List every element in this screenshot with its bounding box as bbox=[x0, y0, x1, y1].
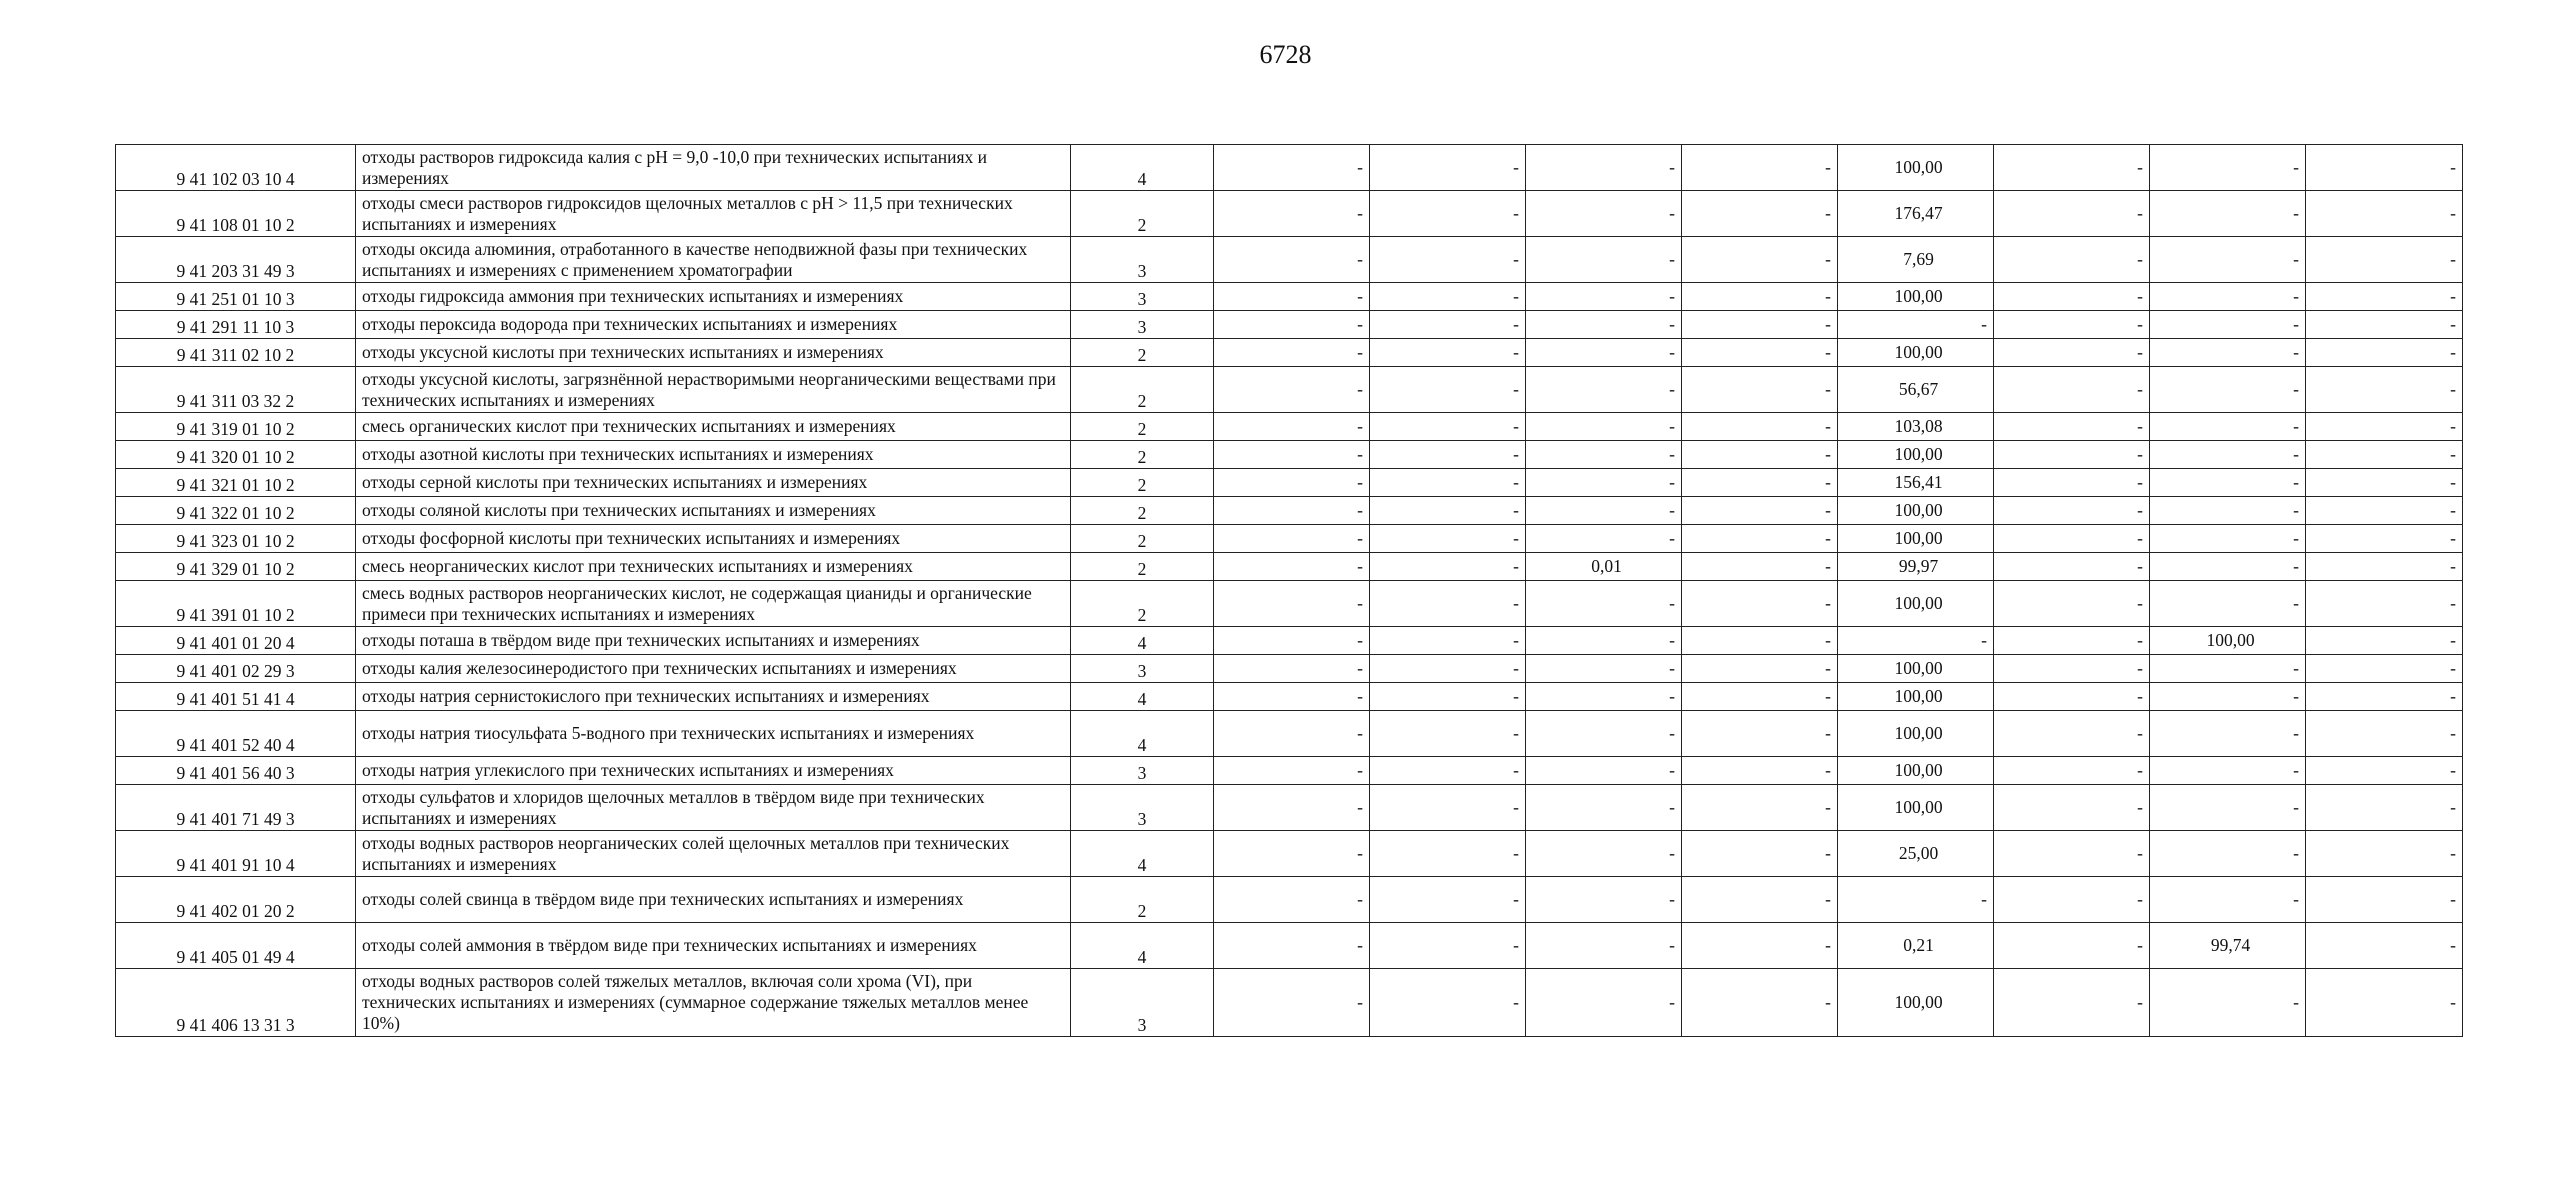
value-cell: - bbox=[2150, 877, 2306, 923]
value-cell: - bbox=[1214, 923, 1370, 969]
value-cell: - bbox=[1838, 627, 1994, 655]
value-cell: 176,47 bbox=[1838, 191, 1994, 237]
value-cell: - bbox=[1994, 469, 2150, 497]
waste-name-cell: отходы растворов гидроксида калия с pH = 9,0 -10,0 при технических испытаниях и измерениях bbox=[356, 145, 1071, 191]
value-cell: - bbox=[1994, 367, 2150, 413]
hazard-class-cell: 2 bbox=[1071, 339, 1214, 367]
value-cell: - bbox=[1994, 683, 2150, 711]
waste-name-cell: отходы водных растворов неорганических солей щелочных металлов при технических испытаниях и измерениях bbox=[356, 831, 1071, 877]
value-cell: 100,00 bbox=[1838, 969, 1994, 1037]
waste-name-cell: отходы смеси растворов гидроксидов щелочных металлов с pH > 11,5 при технических испытаниях и измерениях bbox=[356, 191, 1071, 237]
waste-name-cell: смесь водных растворов неорганических кислот, не содержащая цианиды и органические примеси при технических испытаниях и измерениях bbox=[356, 581, 1071, 627]
value-cell: - bbox=[2150, 553, 2306, 581]
table-row bbox=[116, 627, 2463, 655]
hazard-class-cell: 2 bbox=[1071, 581, 1214, 627]
waste-name-cell: отходы солей аммония в твёрдом виде при технических испытаниях и измерениях bbox=[356, 923, 1071, 969]
table-row bbox=[116, 413, 2463, 441]
waste-code-cell: 9 41 251 01 10 3 bbox=[116, 283, 356, 311]
value-cell: 0,21 bbox=[1838, 923, 1994, 969]
value-cell: - bbox=[1214, 877, 1370, 923]
value-cell: - bbox=[1526, 923, 1682, 969]
value-cell: - bbox=[1214, 367, 1370, 413]
table-row bbox=[116, 969, 2463, 1037]
value-cell: - bbox=[1526, 191, 1682, 237]
table-row bbox=[116, 683, 2463, 711]
value-cell: - bbox=[1994, 339, 2150, 367]
value-cell: - bbox=[2150, 145, 2306, 191]
value-cell: - bbox=[1682, 553, 1838, 581]
waste-code-cell: 9 41 401 01 20 4 bbox=[116, 627, 356, 655]
value-cell: - bbox=[1682, 413, 1838, 441]
value-cell: - bbox=[1994, 923, 2150, 969]
value-cell: - bbox=[1370, 339, 1526, 367]
hazard-class-cell: 2 bbox=[1071, 497, 1214, 525]
waste-code-cell: 9 41 406 13 31 3 bbox=[116, 969, 356, 1037]
hazard-class-cell: 2 bbox=[1071, 553, 1214, 581]
value-cell: - bbox=[1370, 923, 1526, 969]
value-cell: - bbox=[2306, 469, 2463, 497]
table-row bbox=[116, 311, 2463, 339]
value-cell: - bbox=[2306, 969, 2463, 1037]
hazard-class-cell: 4 bbox=[1071, 683, 1214, 711]
page-number: 6728 bbox=[1259, 40, 1312, 69]
waste-code-cell: 9 41 401 02 29 3 bbox=[116, 655, 356, 683]
value-cell: - bbox=[1370, 367, 1526, 413]
value-cell: - bbox=[2306, 413, 2463, 441]
waste-name-cell: смесь неорганических кислот при технических испытаниях и измерениях bbox=[356, 553, 1071, 581]
value-cell: - bbox=[2150, 683, 2306, 711]
value-cell: - bbox=[1370, 497, 1526, 525]
value-cell: - bbox=[1994, 553, 2150, 581]
waste-name-cell: отходы калия железосинеродистого при технических испытаниях и измерениях bbox=[356, 655, 1071, 683]
value-cell: - bbox=[1526, 145, 1682, 191]
hazard-class-cell: 2 bbox=[1071, 367, 1214, 413]
value-cell: - bbox=[2150, 237, 2306, 283]
table-row bbox=[116, 581, 2463, 627]
value-cell: - bbox=[1214, 785, 1370, 831]
hazard-class-cell: 3 bbox=[1071, 655, 1214, 683]
value-cell: - bbox=[1682, 969, 1838, 1037]
value-cell: - bbox=[1682, 877, 1838, 923]
value-cell: - bbox=[1994, 831, 2150, 877]
value-cell: 100,00 bbox=[1838, 581, 1994, 627]
table-row bbox=[116, 237, 2463, 283]
value-cell: - bbox=[1370, 627, 1526, 655]
value-cell: - bbox=[1370, 581, 1526, 627]
value-cell: - bbox=[1682, 581, 1838, 627]
value-cell: - bbox=[1214, 683, 1370, 711]
value-cell: - bbox=[1370, 683, 1526, 711]
waste-code-cell: 9 41 401 56 40 3 bbox=[116, 757, 356, 785]
value-cell: - bbox=[1370, 469, 1526, 497]
waste-code-cell: 9 41 401 71 49 3 bbox=[116, 785, 356, 831]
value-cell: - bbox=[2150, 339, 2306, 367]
value-cell: 25,00 bbox=[1838, 831, 1994, 877]
waste-code-cell: 9 41 402 01 20 2 bbox=[116, 877, 356, 923]
value-cell: - bbox=[2306, 683, 2463, 711]
value-cell: - bbox=[2150, 831, 2306, 877]
value-cell: 156,41 bbox=[1838, 469, 1994, 497]
value-cell: - bbox=[1214, 655, 1370, 683]
hazard-class-cell: 2 bbox=[1071, 413, 1214, 441]
value-cell: - bbox=[1682, 655, 1838, 683]
value-cell: - bbox=[1214, 283, 1370, 311]
waste-name-cell: отходы соляной кислоты при технических испытаниях и измерениях bbox=[356, 497, 1071, 525]
value-cell: - bbox=[1682, 831, 1838, 877]
table-row bbox=[116, 441, 2463, 469]
value-cell: - bbox=[1682, 145, 1838, 191]
value-cell: - bbox=[2150, 969, 2306, 1037]
value-cell: - bbox=[1682, 683, 1838, 711]
value-cell: - bbox=[2306, 367, 2463, 413]
value-cell: 103,08 bbox=[1838, 413, 1994, 441]
value-cell: - bbox=[2306, 785, 2463, 831]
value-cell: - bbox=[2150, 655, 2306, 683]
value-cell: - bbox=[2150, 311, 2306, 339]
waste-name-cell: отходы натрия углекислого при технических испытаниях и измерениях bbox=[356, 757, 1071, 785]
table-row bbox=[116, 145, 2463, 191]
table-row bbox=[116, 711, 2463, 757]
waste-table bbox=[115, 144, 2463, 1037]
waste-name-cell: отходы поташа в твёрдом виде при технических испытаниях и измерениях bbox=[356, 627, 1071, 655]
hazard-class-cell: 3 bbox=[1071, 785, 1214, 831]
value-cell: - bbox=[1682, 785, 1838, 831]
value-cell: - bbox=[2306, 283, 2463, 311]
value-cell: - bbox=[1526, 683, 1682, 711]
value-cell: - bbox=[1214, 413, 1370, 441]
value-cell: - bbox=[1994, 311, 2150, 339]
value-cell: - bbox=[1214, 581, 1370, 627]
table-row bbox=[116, 785, 2463, 831]
value-cell: - bbox=[1526, 237, 1682, 283]
value-cell: - bbox=[1526, 339, 1682, 367]
value-cell: 100,00 bbox=[1838, 283, 1994, 311]
value-cell: - bbox=[1682, 367, 1838, 413]
value-cell: - bbox=[1526, 655, 1682, 683]
value-cell: - bbox=[1370, 145, 1526, 191]
value-cell: - bbox=[1214, 627, 1370, 655]
value-cell: - bbox=[1370, 283, 1526, 311]
value-cell: - bbox=[1526, 497, 1682, 525]
value-cell: 100,00 bbox=[1838, 145, 1994, 191]
table-row bbox=[116, 831, 2463, 877]
value-cell: - bbox=[1526, 785, 1682, 831]
value-cell: - bbox=[1682, 757, 1838, 785]
value-cell: - bbox=[2306, 339, 2463, 367]
waste-code-cell: 9 41 321 01 10 2 bbox=[116, 469, 356, 497]
value-cell: - bbox=[1526, 757, 1682, 785]
value-cell: - bbox=[2150, 711, 2306, 757]
value-cell: - bbox=[1994, 497, 2150, 525]
value-cell: - bbox=[2306, 191, 2463, 237]
waste-name-cell: смесь органических кислот при технических испытаниях и измерениях bbox=[356, 413, 1071, 441]
table-row bbox=[116, 469, 2463, 497]
value-cell: - bbox=[1682, 711, 1838, 757]
table-row bbox=[116, 525, 2463, 553]
hazard-class-cell: 4 bbox=[1071, 831, 1214, 877]
value-cell: - bbox=[2306, 311, 2463, 339]
value-cell: - bbox=[1214, 237, 1370, 283]
value-cell: 100,00 bbox=[1838, 683, 1994, 711]
value-cell: 100,00 bbox=[1838, 441, 1994, 469]
waste-code-cell: 9 41 405 01 49 4 bbox=[116, 923, 356, 969]
table-row bbox=[116, 191, 2463, 237]
hazard-class-cell: 2 bbox=[1071, 441, 1214, 469]
waste-name-cell: отходы гидроксида аммония при технических испытаниях и измерениях bbox=[356, 283, 1071, 311]
value-cell: - bbox=[1214, 311, 1370, 339]
value-cell: - bbox=[1214, 969, 1370, 1037]
value-cell: - bbox=[1370, 655, 1526, 683]
value-cell: - bbox=[2150, 413, 2306, 441]
value-cell: 100,00 bbox=[1838, 785, 1994, 831]
value-cell: - bbox=[2150, 785, 2306, 831]
value-cell: 100,00 bbox=[1838, 757, 1994, 785]
value-cell: - bbox=[1526, 831, 1682, 877]
waste-name-cell: отходы солей свинца в твёрдом виде при технических испытаниях и измерениях bbox=[356, 877, 1071, 923]
value-cell: 100,00 bbox=[1838, 497, 1994, 525]
value-cell: - bbox=[2150, 497, 2306, 525]
hazard-class-cell: 3 bbox=[1071, 969, 1214, 1037]
value-cell: - bbox=[1994, 145, 2150, 191]
value-cell: - bbox=[2150, 283, 2306, 311]
table-row bbox=[116, 339, 2463, 367]
value-cell: - bbox=[1526, 469, 1682, 497]
value-cell: - bbox=[1526, 283, 1682, 311]
value-cell: - bbox=[1682, 237, 1838, 283]
waste-code-cell: 9 41 323 01 10 2 bbox=[116, 525, 356, 553]
value-cell: 100,00 bbox=[1838, 655, 1994, 683]
table-row bbox=[116, 497, 2463, 525]
value-cell: - bbox=[1370, 191, 1526, 237]
value-cell: - bbox=[1682, 497, 1838, 525]
hazard-class-cell: 2 bbox=[1071, 191, 1214, 237]
waste-code-cell: 9 41 311 02 10 2 bbox=[116, 339, 356, 367]
hazard-class-cell: 4 bbox=[1071, 145, 1214, 191]
value-cell: 7,69 bbox=[1838, 237, 1994, 283]
hazard-class-cell: 3 bbox=[1071, 311, 1214, 339]
value-cell: - bbox=[1838, 311, 1994, 339]
value-cell: 100,00 bbox=[1838, 525, 1994, 553]
hazard-class-cell: 3 bbox=[1071, 237, 1214, 283]
waste-name-cell: отходы уксусной кислоты при технических испытаниях и измерениях bbox=[356, 339, 1071, 367]
value-cell: - bbox=[1994, 655, 2150, 683]
waste-name-cell: отходы натрия сернистокислого при технических испытаниях и измерениях bbox=[356, 683, 1071, 711]
value-cell: - bbox=[2306, 553, 2463, 581]
value-cell: - bbox=[2306, 581, 2463, 627]
value-cell: - bbox=[2306, 627, 2463, 655]
value-cell: - bbox=[1370, 969, 1526, 1037]
value-cell: 99,97 bbox=[1838, 553, 1994, 581]
value-cell: - bbox=[2306, 145, 2463, 191]
waste-name-cell: отходы серной кислоты при технических испытаниях и измерениях bbox=[356, 469, 1071, 497]
waste-code-cell: 9 41 401 91 10 4 bbox=[116, 831, 356, 877]
value-cell: - bbox=[2150, 469, 2306, 497]
table-row bbox=[116, 283, 2463, 311]
waste-name-cell: отходы азотной кислоты при технических испытаниях и измерениях bbox=[356, 441, 1071, 469]
waste-name-cell: отходы водных растворов солей тяжелых металлов, включая соли хрома (VI), при технических испытаниях и измерениях (суммарное содержание тяжелых металлов менее 10%) bbox=[356, 969, 1071, 1037]
value-cell: - bbox=[2306, 923, 2463, 969]
waste-code-cell: 9 41 291 11 10 3 bbox=[116, 311, 356, 339]
value-cell: - bbox=[2306, 237, 2463, 283]
value-cell: - bbox=[1994, 627, 2150, 655]
value-cell: - bbox=[1214, 469, 1370, 497]
value-cell: - bbox=[1838, 877, 1994, 923]
waste-code-cell: 9 41 322 01 10 2 bbox=[116, 497, 356, 525]
value-cell: 56,67 bbox=[1838, 367, 1994, 413]
value-cell: - bbox=[1370, 831, 1526, 877]
value-cell: - bbox=[1994, 441, 2150, 469]
waste-name-cell: отходы фосфорной кислоты при технических испытаниях и измерениях bbox=[356, 525, 1071, 553]
value-cell: 100,00 bbox=[1838, 339, 1994, 367]
table-row bbox=[116, 923, 2463, 969]
value-cell: - bbox=[1214, 711, 1370, 757]
value-cell: - bbox=[1682, 923, 1838, 969]
hazard-class-cell: 4 bbox=[1071, 923, 1214, 969]
value-cell: - bbox=[1214, 831, 1370, 877]
value-cell: - bbox=[1526, 581, 1682, 627]
value-cell: - bbox=[2150, 757, 2306, 785]
value-cell: 100,00 bbox=[2150, 627, 2306, 655]
waste-code-cell: 9 41 391 01 10 2 bbox=[116, 581, 356, 627]
value-cell: - bbox=[1682, 311, 1838, 339]
value-cell: - bbox=[1994, 283, 2150, 311]
value-cell: - bbox=[1994, 413, 2150, 441]
table-row bbox=[116, 655, 2463, 683]
value-cell: - bbox=[2306, 831, 2463, 877]
value-cell: - bbox=[2306, 757, 2463, 785]
waste-name-cell: отходы натрия тиосульфата 5-водного при технических испытаниях и измерениях bbox=[356, 711, 1071, 757]
value-cell: - bbox=[1526, 711, 1682, 757]
value-cell: - bbox=[2150, 441, 2306, 469]
value-cell: - bbox=[1994, 785, 2150, 831]
waste-code-cell: 9 41 401 52 40 4 bbox=[116, 711, 356, 757]
value-cell: - bbox=[1682, 469, 1838, 497]
value-cell: - bbox=[1214, 757, 1370, 785]
hazard-class-cell: 2 bbox=[1071, 877, 1214, 923]
value-cell: - bbox=[2150, 367, 2306, 413]
value-cell: - bbox=[2150, 191, 2306, 237]
value-cell: - bbox=[1370, 785, 1526, 831]
value-cell: - bbox=[1370, 413, 1526, 441]
waste-code-cell: 9 41 319 01 10 2 bbox=[116, 413, 356, 441]
table-row bbox=[116, 877, 2463, 923]
value-cell: - bbox=[1526, 367, 1682, 413]
value-cell: - bbox=[1370, 311, 1526, 339]
value-cell: - bbox=[1682, 441, 1838, 469]
value-cell: - bbox=[2150, 581, 2306, 627]
value-cell: - bbox=[1214, 497, 1370, 525]
value-cell: - bbox=[1370, 441, 1526, 469]
value-cell: - bbox=[2306, 441, 2463, 469]
value-cell: - bbox=[2150, 525, 2306, 553]
waste-code-cell: 9 41 108 01 10 2 bbox=[116, 191, 356, 237]
value-cell: - bbox=[1994, 969, 2150, 1037]
hazard-class-cell: 2 bbox=[1071, 469, 1214, 497]
value-cell: - bbox=[1526, 441, 1682, 469]
value-cell: - bbox=[1526, 413, 1682, 441]
waste-name-cell: отходы уксусной кислоты, загрязнённой нерастворимыми неорганическими веществами при технических испытаниях и измерениях bbox=[356, 367, 1071, 413]
value-cell: - bbox=[2306, 497, 2463, 525]
waste-code-cell: 9 41 329 01 10 2 bbox=[116, 553, 356, 581]
value-cell: - bbox=[1214, 339, 1370, 367]
value-cell: - bbox=[2306, 711, 2463, 757]
hazard-class-cell: 4 bbox=[1071, 711, 1214, 757]
value-cell: - bbox=[1526, 877, 1682, 923]
table-row bbox=[116, 367, 2463, 413]
value-cell: 99,74 bbox=[2150, 923, 2306, 969]
value-cell: - bbox=[1370, 757, 1526, 785]
value-cell: - bbox=[1526, 627, 1682, 655]
value-cell: - bbox=[1526, 525, 1682, 553]
value-cell: - bbox=[1214, 145, 1370, 191]
hazard-class-cell: 3 bbox=[1071, 283, 1214, 311]
table-body bbox=[116, 145, 2463, 1037]
waste-name-cell: отходы пероксида водорода при технических испытаниях и измерениях bbox=[356, 311, 1071, 339]
value-cell: - bbox=[1994, 877, 2150, 923]
value-cell: - bbox=[1370, 553, 1526, 581]
hazard-class-cell: 3 bbox=[1071, 757, 1214, 785]
value-cell: - bbox=[1682, 339, 1838, 367]
value-cell: - bbox=[1994, 525, 2150, 553]
value-cell: - bbox=[2306, 655, 2463, 683]
value-cell: - bbox=[1994, 581, 2150, 627]
value-cell: - bbox=[1214, 553, 1370, 581]
value-cell: - bbox=[1682, 525, 1838, 553]
value-cell: - bbox=[1526, 311, 1682, 339]
value-cell: - bbox=[1370, 237, 1526, 283]
value-cell: - bbox=[1682, 627, 1838, 655]
value-cell: - bbox=[1994, 237, 2150, 283]
value-cell: - bbox=[1370, 525, 1526, 553]
waste-code-cell: 9 41 401 51 41 4 bbox=[116, 683, 356, 711]
hazard-class-cell: 4 bbox=[1071, 627, 1214, 655]
value-cell: - bbox=[1994, 711, 2150, 757]
value-cell: - bbox=[1994, 757, 2150, 785]
value-cell: - bbox=[1682, 283, 1838, 311]
waste-code-cell: 9 41 203 31 49 3 bbox=[116, 237, 356, 283]
waste-code-cell: 9 41 320 01 10 2 bbox=[116, 441, 356, 469]
hazard-class-cell: 2 bbox=[1071, 525, 1214, 553]
value-cell: - bbox=[2306, 877, 2463, 923]
waste-name-cell: отходы оксида алюминия, отработанного в качестве неподвижной фазы при технических испытаниях и измерениях с применением хроматографии bbox=[356, 237, 1071, 283]
waste-code-cell: 9 41 311 03 32 2 bbox=[116, 367, 356, 413]
value-cell: - bbox=[1214, 441, 1370, 469]
value-cell: 0,01 bbox=[1526, 553, 1682, 581]
value-cell: - bbox=[1994, 191, 2150, 237]
table-row bbox=[116, 757, 2463, 785]
waste-name-cell: отходы сульфатов и хлоридов щелочных металлов в твёрдом виде при технических испытаниях и измерениях bbox=[356, 785, 1071, 831]
table-row bbox=[116, 553, 2463, 581]
value-cell: - bbox=[1214, 525, 1370, 553]
value-cell: - bbox=[1370, 711, 1526, 757]
value-cell: - bbox=[1682, 191, 1838, 237]
value-cell: - bbox=[1214, 191, 1370, 237]
value-cell: 100,00 bbox=[1838, 711, 1994, 757]
value-cell: - bbox=[1370, 877, 1526, 923]
waste-code-cell: 9 41 102 03 10 4 bbox=[116, 145, 356, 191]
value-cell: - bbox=[1526, 969, 1682, 1037]
value-cell: - bbox=[2306, 525, 2463, 553]
